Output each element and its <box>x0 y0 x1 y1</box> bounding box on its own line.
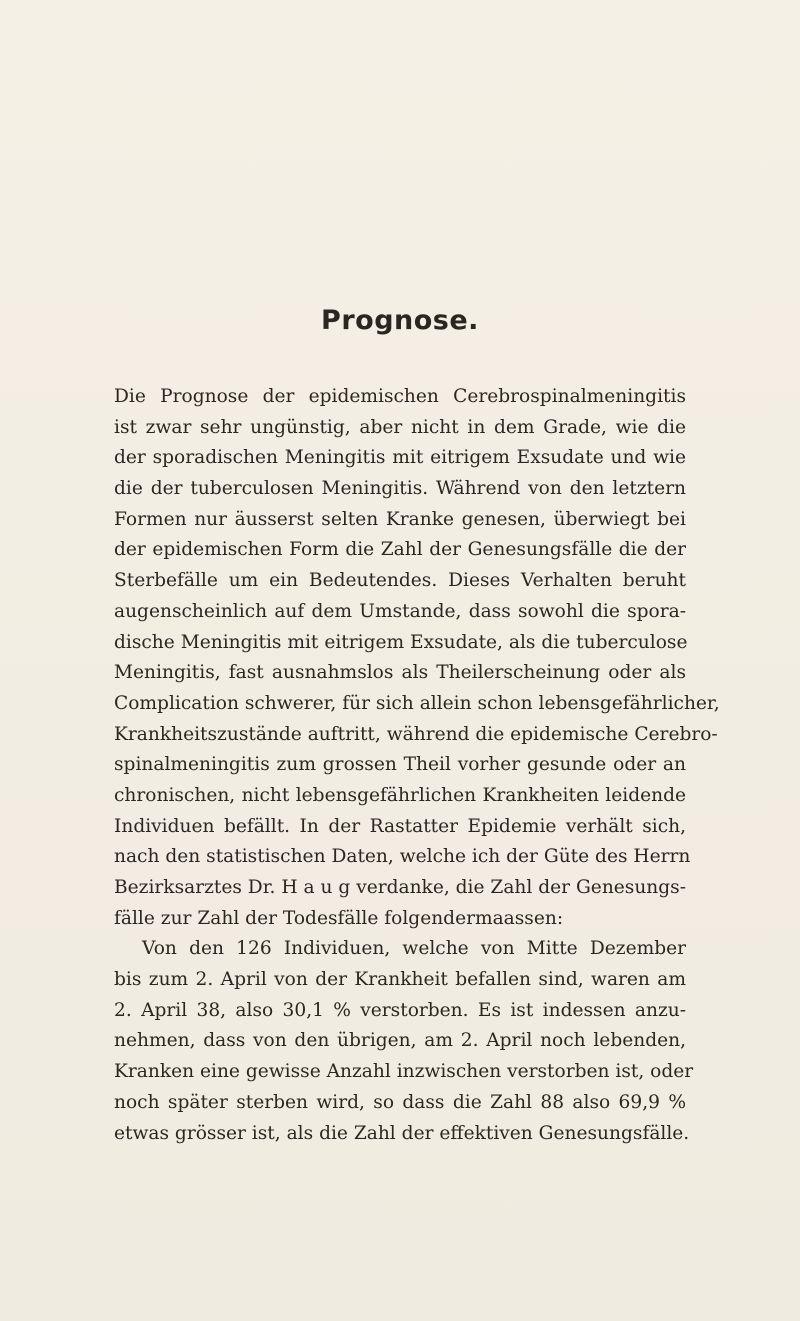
text-line: noch später sterben wird, so dass die Zahl 88 also 69,9 % <box>114 1091 686 1113</box>
text-line: 2. April 38, also 30,1 % verstorben. Es ist indessen anzu- <box>114 999 686 1021</box>
text-line: Formen nur äusserst selten Kranke genesen, überwiegt bei <box>114 508 686 530</box>
text-line: Bezirksarztes Dr. H a u g verdanke, die Zahl der Genesungs- <box>114 877 687 898</box>
text-line: augenscheinlich auf dem Umstande, dass sowohl die spora- <box>114 600 686 622</box>
text-line: Die Prognose der epidemischen Cerebrospinalmeningitis <box>114 386 686 407</box>
text-line: chronischen, nicht lebensgefährlichen Krankheiten leidende <box>114 784 686 806</box>
text-line: nach den statistischen Daten, welche ich der Güte des Herrn <box>114 846 691 868</box>
text-line: fälle zur Zahl der Todesfälle folgendermaassen: <box>114 907 564 929</box>
text-line: der epidemischen Form die Zahl der Genesungsfälle die der <box>114 539 686 561</box>
text-line: Complication schwerer, für sich allein schon lebensgefährlicher, <box>114 692 720 714</box>
text-line: Krankheitszustände auftritt, während die epidemische Cerebro- <box>114 723 718 745</box>
text-line: Von den 126 Individuen, welche von Mitte Dezember <box>142 938 686 960</box>
text-line: die der tuberculosen Meningitis. Während von den letztern <box>114 478 686 500</box>
text-line: Kranken eine gewisse Anzahl inzwischen verstorben ist, oder <box>114 1061 694 1083</box>
text-line: spinalmeningitis zum grossen Theil vorher gesunde oder an <box>114 754 686 776</box>
text-line: der sporadischen Meningitis mit eitrigem Exsudate und wie <box>114 447 686 469</box>
text-line: dische Meningitis mit eitrigem Exsudate, als die tuberculose <box>114 631 688 653</box>
text-line: bis zum 2. April von der Krankheit befallen sind, waren am <box>114 969 686 991</box>
text-line: ist zwar sehr ungünstig, aber nicht in dem Grade, wie die <box>114 416 686 438</box>
body-text <box>114 382 720 1149</box>
text-line: nehmen, dass von den übrigen, am 2. April noch lebenden, <box>114 1030 686 1052</box>
text-line: Meningitis, fast ausnahmslos als Theilerscheinung oder als <box>114 662 686 684</box>
page-title: Prognose. <box>321 305 479 336</box>
text-line: Individuen befällt. In der Rastatter Epidemie verhält sich, <box>114 815 686 837</box>
text-line: etwas grösser ist, als die Zahl der effektiven Genesungsfälle. <box>114 1122 690 1144</box>
text-line: Sterbefälle um ein Bedeutendes. Dieses Verhalten beruht <box>114 570 686 592</box>
